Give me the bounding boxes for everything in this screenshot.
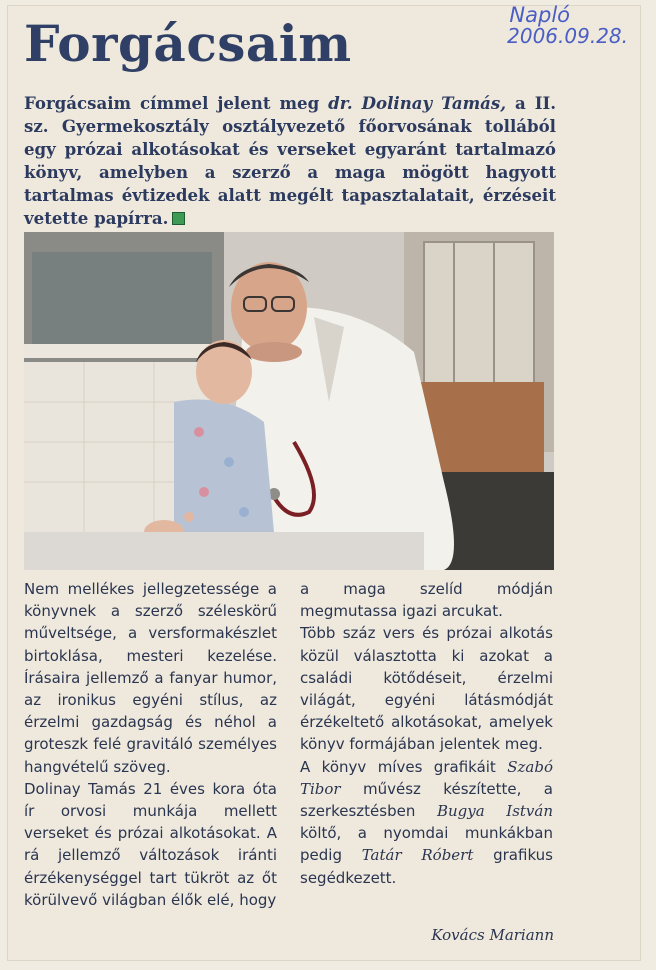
- body-column-left: [24, 578, 277, 911]
- lead-author-name: dr. Dolinay Tamás,: [328, 93, 507, 113]
- credits-text: művész készítette, a szerkesztésben: [300, 779, 553, 821]
- article-title: Forgácsaim: [24, 14, 352, 73]
- body-paragraph: a maga szelíd módján megmutassa igazi arcukat.: [300, 580, 553, 621]
- handwritten-source: Napló: [509, 3, 570, 27]
- body-paragraph: Dolinay Tamás 21 éves kora óta ír orvosi munkája mellett verseket és prózai alkotásokat. A rá jellemző változások iránti érzékenységgel tart tükröt az őt körülvevő világban élők elé, hogy: [24, 779, 277, 909]
- editor-name: Bugya István: [436, 802, 553, 821]
- illustrator-name: Szabó Tibor: [300, 757, 553, 798]
- handwritten-date: 2006.09.28.: [507, 24, 628, 49]
- photo-doctor-with-child: [24, 232, 554, 570]
- article-photo: [24, 232, 554, 570]
- graphic-artist-name: Tatár Róbert: [361, 846, 474, 865]
- body-paragraph-credits: [300, 756, 553, 889]
- credits-text: A könyv míves grafikáit: [300, 757, 508, 776]
- body-paragraph: Nem mellékes jellegzetessége a könyvnek a szerző széleskörű műveltsége, a versformakészlet birtoklása, mesteri kezelése. Írásaira jellemző a fanyar humor, az ironikus egyéni stílus, az érzelmi gazdagság és néhol a groteszk felé gravitáló személyes hangvételű szöveg.: [24, 580, 277, 776]
- handwritten-note: [453, 4, 628, 47]
- credits-text: költő, a nyomdai munkákban pedig: [300, 824, 553, 865]
- lead-text-2: a II. sz. Gyermekosztály osztályvezető főorvosának tollából egy prózai alkotásokat és verseket egyaránt tartalmazó könyv, amelyben a szerző a maga mögött hagyott tartalmas évtizedek alatt megélt tapasztalatait, érzéseit vetette papírra.: [24, 93, 556, 228]
- body-paragraph: Több száz vers és prózai alkotás közül választotta ki azokat a családi kötődéseit, érzelmi világát, egyéni látásmódját érzékeltető alkotásokat, amelyek könyv formájában jelentek meg.: [300, 624, 553, 754]
- credits-text: grafikus segédkezett.: [300, 846, 553, 887]
- article-lead: [24, 92, 556, 230]
- article-byline: Kovács Mariann: [431, 926, 554, 944]
- body-column-right: [300, 578, 553, 889]
- end-square-icon: [172, 212, 185, 225]
- lead-text-1: Forgácsaim címmel jelent meg: [24, 93, 329, 113]
